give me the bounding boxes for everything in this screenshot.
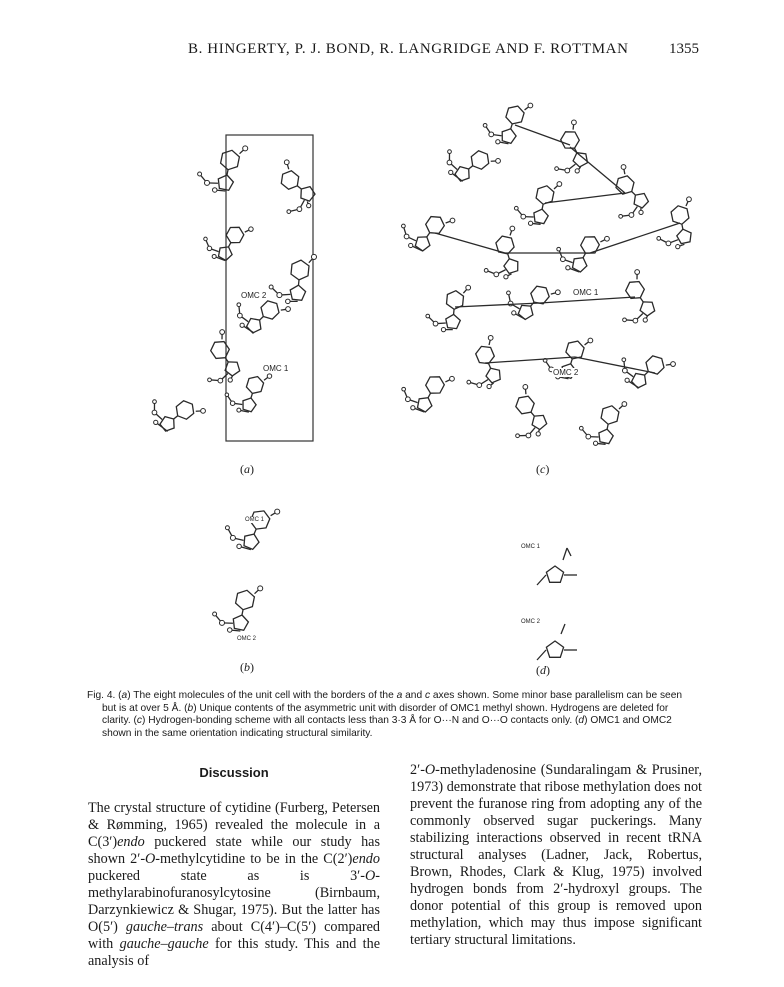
section-heading-discussion: Discussion bbox=[199, 765, 269, 780]
panel-b-label-omc1: OMC 1 bbox=[245, 517, 265, 523]
running-header-authors: B. HINGERTY, P. J. BOND, R. LANGRIDGE AND F. ROTTMAN bbox=[188, 41, 629, 57]
figure-panel-c-hydrogen-bonding bbox=[395, 85, 725, 450]
panel-a-label-omc2: OMC 2 bbox=[241, 291, 267, 300]
figure-panel-a-unit-cell bbox=[140, 105, 370, 465]
panel-d-label-omc2: OMC 2 bbox=[521, 619, 541, 625]
discussion-right-column bbox=[410, 762, 702, 949]
panel-d-caption-label: (d) bbox=[536, 663, 550, 677]
discussion-left-column bbox=[88, 764, 380, 970]
caption-fig-number: Fig. 4. bbox=[87, 690, 116, 701]
panel-c-label-omc2: OMC 2 bbox=[553, 368, 579, 377]
panel-b-label-omc2: OMC 2 bbox=[237, 636, 257, 642]
page-number: 1355 bbox=[669, 41, 699, 57]
panel-b-caption-label: (b) bbox=[240, 660, 254, 674]
discussion-paragraph-left: The crystal structure of cytidine (Furberg, Petersen & Rømming, 1965) revealed the molecule in a C(3′)endo puckered state while our study has shown 2′-O-methylcytidine to be in the C(2′)endo puckered state as is 3′-O-methylarabinofuranosylcytosine (Birnbaum, Darzynkiewicz & Shugar, 1975). But the latter has O(5′) gauche–trans about C(4′)–C(5′) compared with gauche–gauche for this study. This and the analysis of bbox=[88, 800, 380, 969]
panel-a-label-omc1: OMC 1 bbox=[263, 364, 289, 373]
panel-a-caption-label: (a) bbox=[240, 462, 254, 476]
panel-d-label-omc1: OMC 1 bbox=[521, 544, 541, 550]
discussion-paragraph-right: 2′-O-methyladenosine (Sundaralingam & Prusiner, 1973) demonstrate that ribose methylation does not prevent the furanose ring from adopting any of the commonly observed sugar puckerings. Many stabilizing interactions observed in recent tRNA structural analyses (Ladner, Jack, Robertus, Brown, Rhodes, Clark & Klug, 1975) involved hydrogen bonds from 2′-hydroxyl groups. The donor potential of this group is removed upon methylation, which may thus impose significant tertiary structural limitations. bbox=[410, 762, 702, 948]
figure-caption: Fig. 4. (a) The eight molecules of the unit cell with the borders of the a and c axes shown. Some minor base parallelism can be seen but is at over 5 Å. (b) Unique contents of the asymmetric unit with disorder of OMC1 methyl shown. Hydrogens are deleted for clarity. (c) Hydrogen-bonding scheme with all contacts less than 3·3 Å for O···N and O···O contacts only. (d) OMC1 and OMC2 shown in the same orientation indicating structural similarity. bbox=[87, 690, 683, 739]
panel-c-caption-label: (c) bbox=[536, 462, 550, 476]
panel-c-label-omc1: OMC 1 bbox=[573, 288, 599, 297]
